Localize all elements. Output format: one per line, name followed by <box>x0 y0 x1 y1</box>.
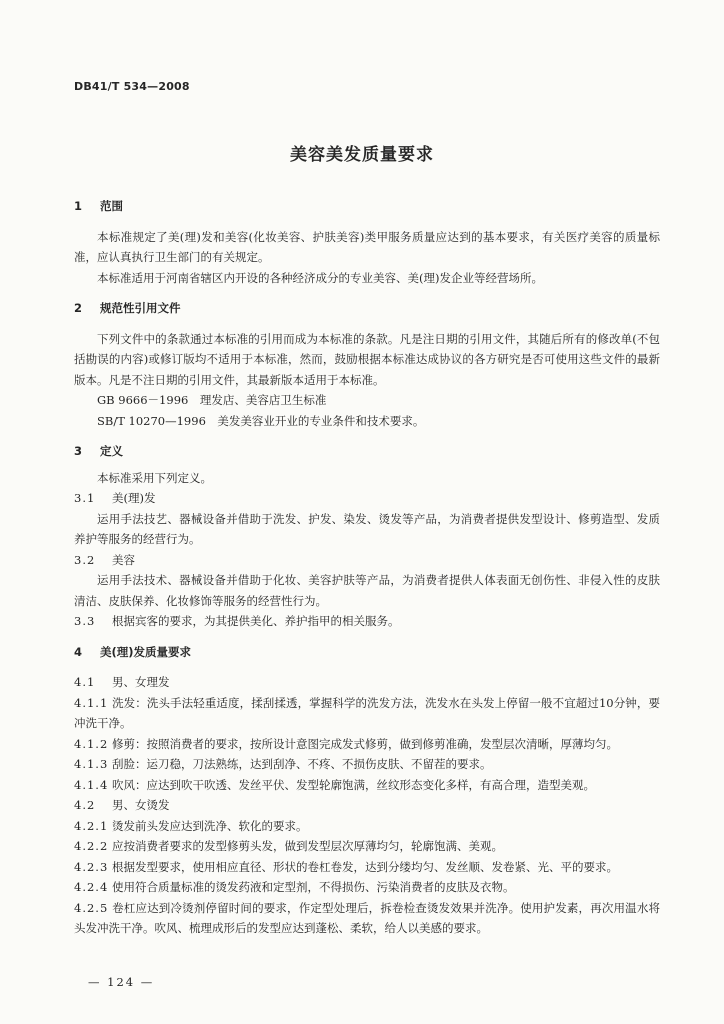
paragraph: 下列文件中的条款通过本标准的引用而成为本标准的条款。凡是注日期的引用文件，其随后所有的修改单(不包括勘误的内容)或修订版均不适用于本标准，然而，鼓励根据本标准达成协议的各方研究是否可使用这些文件的最新版本。凡是不注日期的引用文件，其最新版本适用于本标准。 <box>74 331 660 387</box>
section-title: 美(理)发质量要求 <box>100 644 192 659</box>
paragraph: 本标准采用下列定义。 <box>97 470 212 485</box>
clause <box>74 611 660 632</box>
clause-number: 4.2.4 <box>74 880 109 894</box>
clause <box>74 816 660 837</box>
clause <box>74 898 660 939</box>
section-title: 范围 <box>100 199 123 213</box>
paragraph: 运用手法技艺、器械设备并借助于洗发、护发、染发、烫发等产品，为消费者提供发型设计、修剪造型、发质养护等服务的经营行为。 <box>74 511 660 546</box>
clause-number: 4.1.3 <box>74 757 109 771</box>
clause-text: 应按消费者要求的发型修剪头发，做到发型层次厚薄均匀，轮廓饱满、美观。 <box>112 839 503 853</box>
clause-text: 根据发型要求，使用相应直径、形状的卷杠卷发，达到分缕均匀、发丝顺、发卷紧、光、平的要求。 <box>112 859 618 874</box>
section-number: 1 <box>74 199 83 213</box>
section-number: 2 <box>74 301 83 315</box>
clause <box>74 836 660 857</box>
clause-number: 4.2.5 <box>74 900 109 915</box>
section-2-heading <box>74 298 660 319</box>
clause-heading <box>74 550 660 571</box>
clause <box>74 693 660 734</box>
clause-number: 3.3 <box>74 614 96 628</box>
clause-number: 3.1 <box>74 491 96 505</box>
section-number: 3 <box>74 444 83 458</box>
clause-text: 卷杠应达到冷烫剂停留时间的要求，作定型处理后，拆卷检查烫发效果并洗净。使用护发素，再次用温水将头发冲洗干净。吹风、梳理成形后的发型应达到蓬松、柔软，给人以美感的要求。 <box>74 900 660 935</box>
clause-title: 男、女理发 <box>112 675 170 689</box>
clause-heading <box>74 672 660 693</box>
clause-number: 4.1.2 <box>74 736 109 751</box>
clause-number: 4.1.4 <box>74 777 109 792</box>
clause-text: 修剪：按照消费者的要求，按所设计意图完成发式修剪，做到修剪准确，发型层次清晰，厚薄均匀。 <box>112 736 618 751</box>
clause <box>74 734 660 755</box>
clause-number: 4.2.2 <box>74 839 109 853</box>
clause-text: 吹风：应达到吹干吹透、发丝平伏、发型轮廓饱满，丝纹形态变化多样，有高合理，造型美观。 <box>112 777 595 792</box>
section-title: 规范性引用文件 <box>100 301 181 315</box>
document-title: 美容美发质量要求 <box>290 145 434 165</box>
paragraph: 运用手法技术、器械设备并借助于化妆、美容护肤等产品，为消费者提供人体表面无创伤性、非侵入性的皮肤清洁、皮肤保养、化妆修饰等服务的经营性行为。 <box>74 573 660 608</box>
clause <box>74 857 660 878</box>
page-number: — 124 — <box>88 975 155 989</box>
section-number: 4 <box>74 644 83 659</box>
clause-text: 刮脸：运刀稳，刀法熟练，达到刮净、不疼、不损伤皮肤、不留茬的要求。 <box>112 757 492 771</box>
section-3-heading <box>74 441 660 462</box>
clause-number: 4.1.1 <box>74 695 109 710</box>
clause-title: 男、女烫发 <box>112 798 170 812</box>
clause <box>74 775 660 796</box>
clause <box>74 754 660 775</box>
clause-text: 洗发：洗头手法轻重适度，揉刮揉透，掌握科学的洗发方法，洗发水在头发上停留一般不宜超过10分钟，要冲洗干净。 <box>74 695 660 730</box>
clause-title: 美(理)发 <box>112 491 156 505</box>
clause-number: 3.2 <box>74 552 96 567</box>
section-4-heading <box>74 642 660 663</box>
clause-heading <box>74 795 660 816</box>
section-title: 定义 <box>100 444 123 458</box>
paragraph: 本标准规定了美(理)发和美容(化妆美容、护肤美容)类甲服务质量应达到的基本要求，有关医疗美容的质量标准，应认真执行卫生部门的有关规定。 <box>74 229 660 264</box>
clause-title: 美容 <box>112 552 135 567</box>
standard-code: DB41/T 534—2008 <box>74 80 190 93</box>
referenced-standard: SB/T 10270—1996 美发美容业开业的专业条件和技术要求。 <box>97 413 425 428</box>
paragraph: 本标准适用于河南省辖区内开设的各种经济成分的专业美容、美(理)发企业等经营场所。 <box>97 270 543 285</box>
clause-text: 根据宾客的要求，为其提供美化、养护指甲的相关服务。 <box>112 614 400 628</box>
clause-number: 4.2.1 <box>74 818 109 833</box>
clause-text: 烫发前头发应达到洗净、软化的要求。 <box>112 818 308 833</box>
clause <box>74 877 660 898</box>
document-body <box>74 196 660 939</box>
clause-number: 4.1 <box>74 675 96 689</box>
referenced-standard: GB 9666－1996 理发店、美容店卫生标准 <box>97 393 327 407</box>
section-1-heading <box>74 196 660 217</box>
clause-number: 4.2.3 <box>74 859 109 874</box>
clause-number: 4.2 <box>74 798 96 812</box>
clause-heading <box>74 488 660 509</box>
clause-text: 使用符合质量标准的烫发药液和定型剂，不得损伤、污染消费者的皮肤及衣物。 <box>112 880 515 894</box>
